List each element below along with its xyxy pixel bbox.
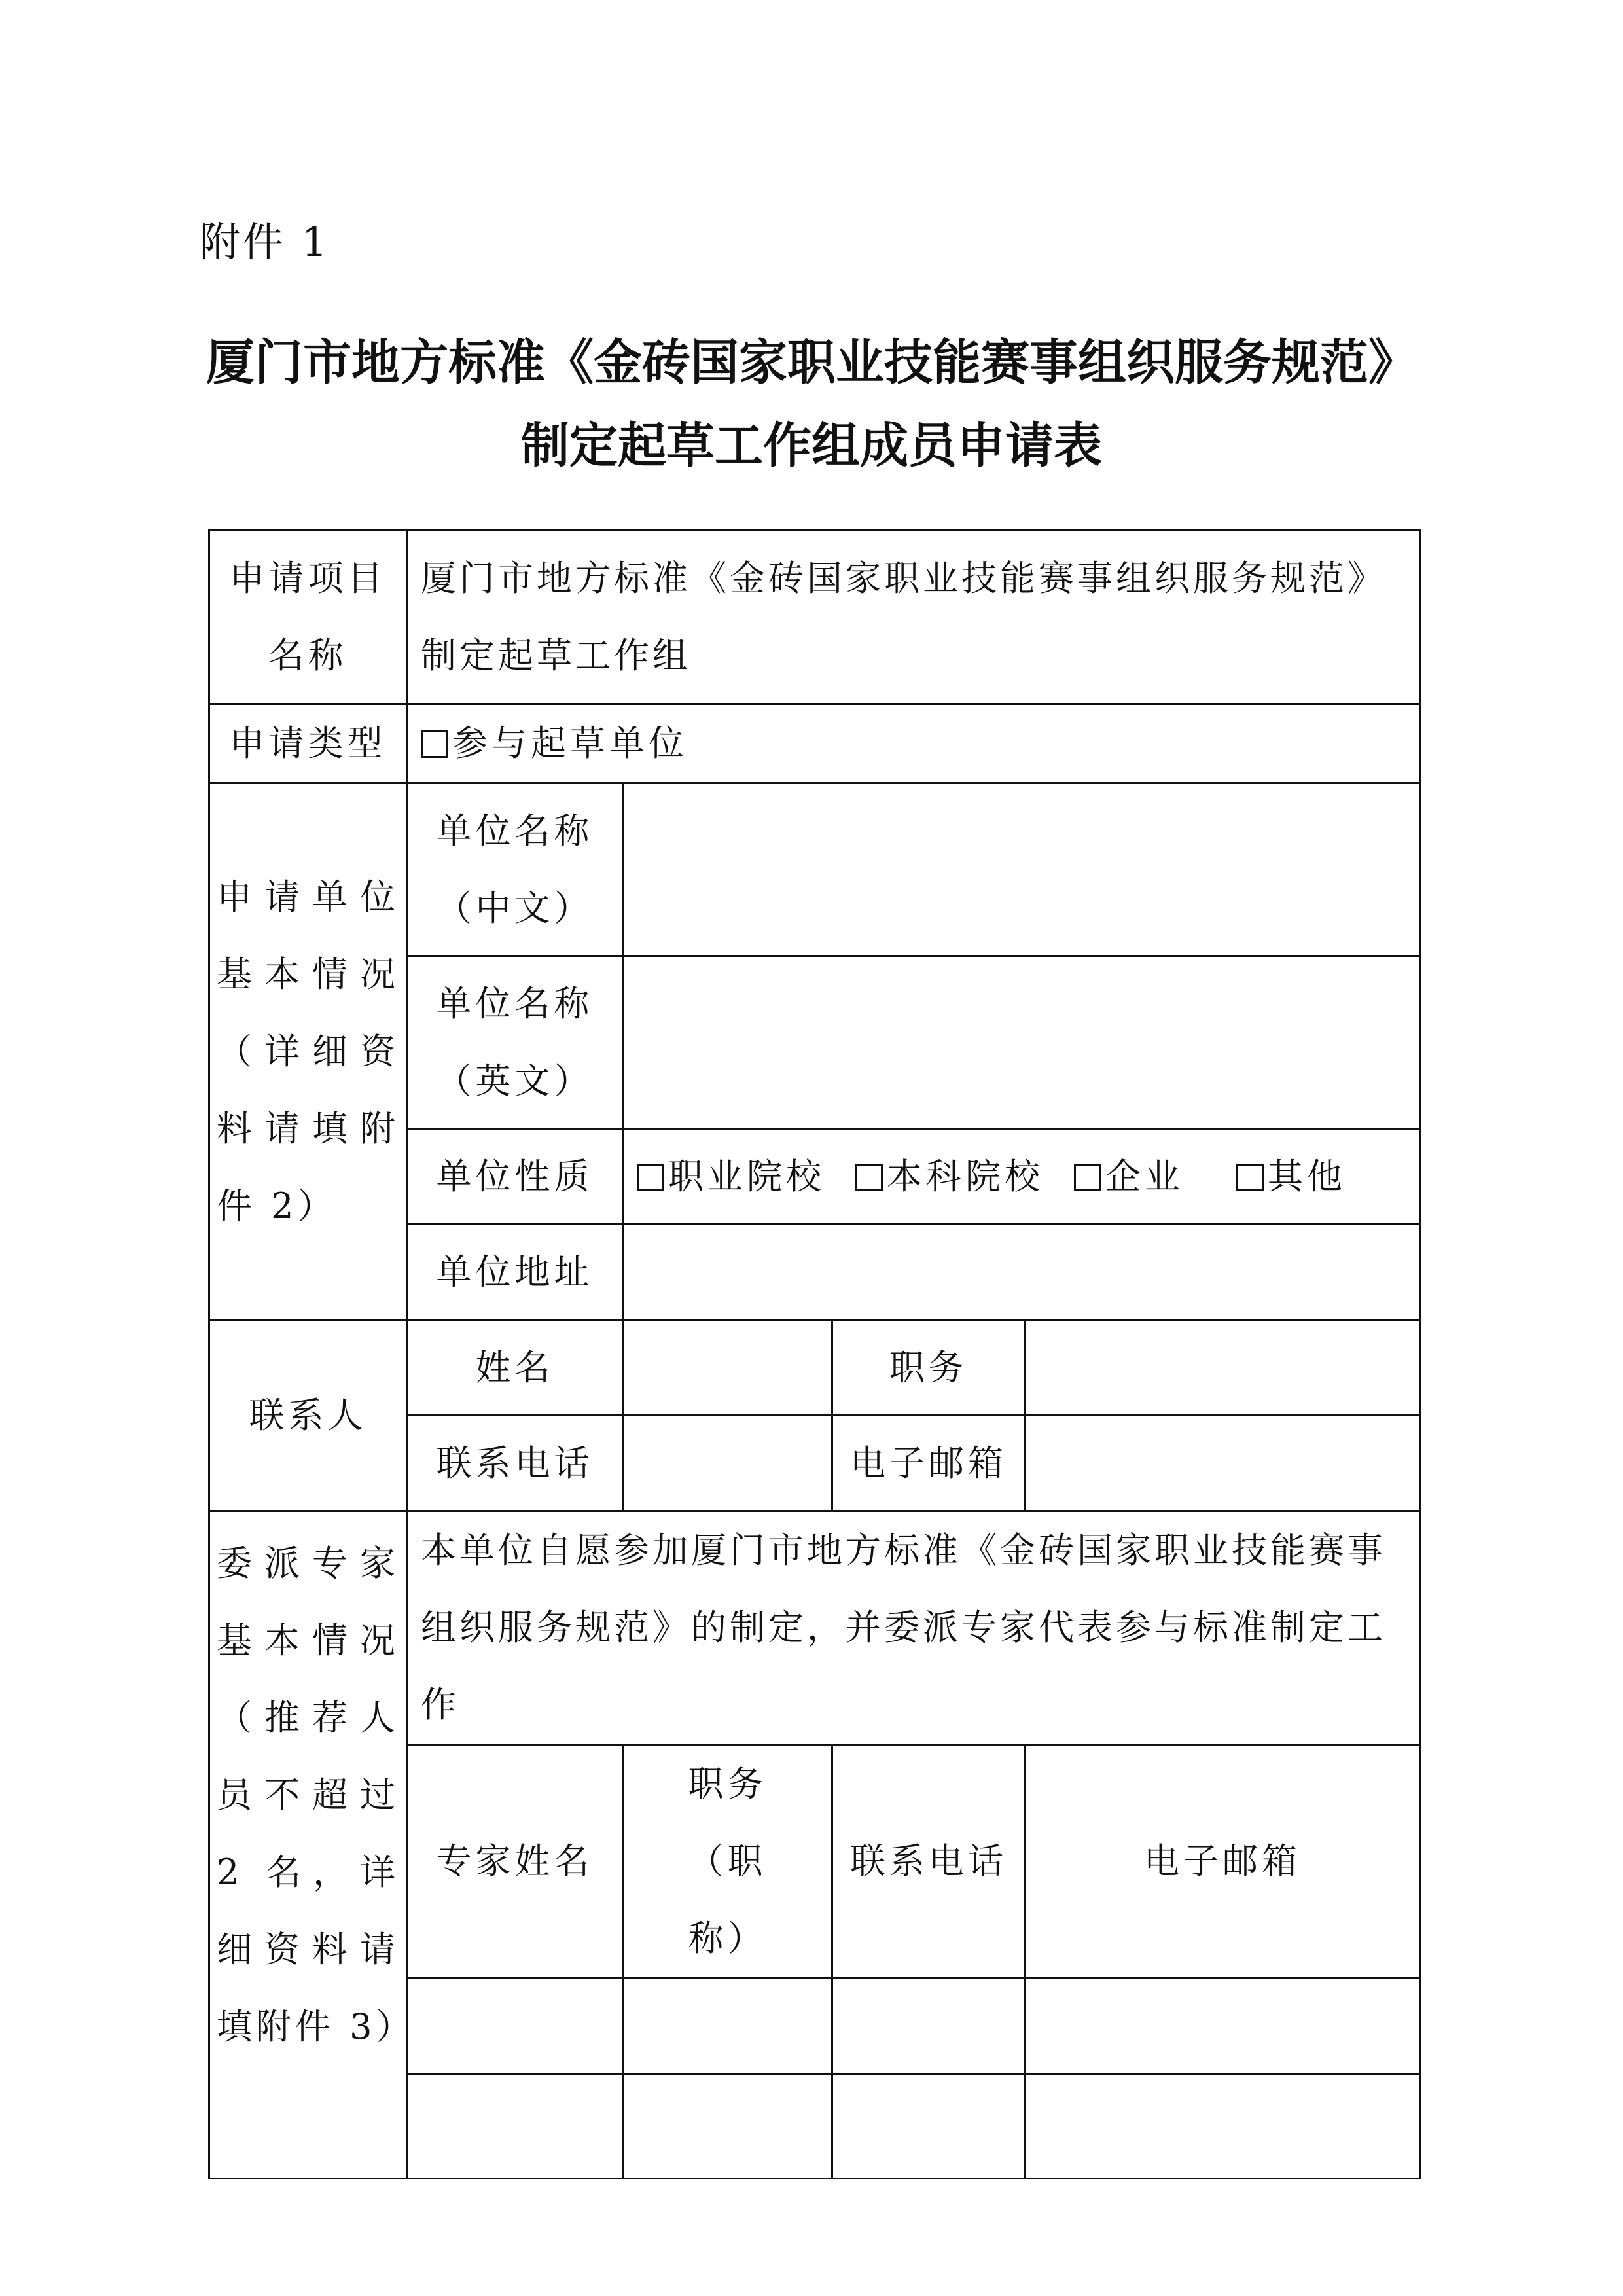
expert1-phone-input[interactable] bbox=[832, 1979, 1026, 2074]
expert-email-header: 电子邮箱 bbox=[1026, 1745, 1420, 1979]
unit-nature-options bbox=[623, 1129, 1420, 1225]
enterprise-label: 企业 bbox=[1105, 1155, 1184, 1197]
vocational-college-label: 职业院校 bbox=[668, 1155, 825, 1197]
unit-address-input[interactable] bbox=[623, 1225, 1420, 1320]
expert-info-label-cell bbox=[209, 1511, 416, 2179]
expert-position-header-cell bbox=[623, 1745, 832, 1979]
form-title-line1: 厦门市地方标准《金砖国家职业技能赛事组织服务规范》 bbox=[206, 334, 1417, 391]
expert-phone-header: 联系电话 bbox=[832, 1745, 1026, 1979]
project-name-value-cell bbox=[407, 530, 1420, 704]
expert-statement: 本单位自愿参加厦门市地方标准《金砖国家职业技能赛事组织服务规范》的制定，并委派专家代表参与标准制定工作 bbox=[421, 1530, 1386, 1725]
form-title-line2: 制定起草工作组成员申请表 bbox=[521, 418, 1102, 474]
expert-position-header: 职务（职称） bbox=[688, 1763, 767, 1959]
contact-position-label: 职务 bbox=[832, 1320, 1026, 1416]
drafting-unit-option-label: 参与起草单位 bbox=[452, 723, 688, 764]
other-checkbox[interactable] bbox=[1236, 1164, 1264, 1191]
expert2-name-input[interactable] bbox=[407, 2074, 623, 2179]
contact-name-input[interactable] bbox=[623, 1320, 832, 1416]
unit-name-cn-label-cell bbox=[407, 783, 623, 956]
unit-info-label-cell bbox=[209, 783, 407, 1320]
project-name-label-cell bbox=[209, 530, 407, 704]
drafting-unit-checkbox[interactable] bbox=[421, 730, 448, 758]
expert-info-label: 委派专家基本情况（推荐人员不超过 2 名，详细资料请填附件 3） bbox=[217, 1543, 416, 2047]
contact-name-label: 姓名 bbox=[407, 1320, 623, 1416]
contact-phone-input[interactable] bbox=[623, 1416, 832, 1511]
application-type-value-cell bbox=[407, 704, 1420, 783]
expert1-email-input[interactable] bbox=[1026, 1979, 1420, 2074]
contact-label: 联系人 bbox=[209, 1320, 407, 1511]
application-form-table bbox=[208, 529, 1421, 2179]
undergraduate-college-label: 本科院校 bbox=[887, 1155, 1044, 1197]
undergraduate-college-checkbox[interactable] bbox=[855, 1164, 883, 1191]
project-name-value: 厦门市地方标准《金砖国家职业技能赛事组织服务规范》制定起草工作组 bbox=[421, 557, 1386, 676]
unit-name-cn-label: 单位名称（中文） bbox=[436, 810, 594, 929]
application-type-label: 申请类型 bbox=[209, 704, 407, 783]
contact-phone-label: 联系电话 bbox=[407, 1416, 623, 1511]
unit-name-cn-input[interactable] bbox=[623, 783, 1420, 956]
contact-email-label: 电子邮箱 bbox=[832, 1416, 1026, 1511]
project-name-label: 申请项目名称 bbox=[229, 557, 387, 676]
expert1-name-input[interactable] bbox=[407, 1979, 623, 2074]
contact-position-input[interactable] bbox=[1026, 1320, 1420, 1416]
enterprise-checkbox[interactable] bbox=[1074, 1164, 1101, 1191]
unit-name-en-label-cell bbox=[407, 956, 623, 1129]
attachment-label: 附件 1 bbox=[200, 218, 330, 266]
contact-email-input[interactable] bbox=[1026, 1416, 1420, 1511]
expert2-position-input[interactable] bbox=[623, 2074, 832, 2179]
unit-name-en-label: 单位名称（英文） bbox=[436, 982, 594, 1102]
unit-nature-label: 单位性质 bbox=[407, 1129, 623, 1225]
expert1-position-input[interactable] bbox=[623, 1979, 832, 2074]
unit-address-label: 单位地址 bbox=[407, 1225, 623, 1320]
expert2-email-input[interactable] bbox=[1026, 2074, 1420, 2179]
expert2-phone-input[interactable] bbox=[832, 2074, 1026, 2179]
unit-name-en-input[interactable] bbox=[623, 956, 1420, 1129]
other-label: 其他 bbox=[1268, 1155, 1346, 1197]
expert-name-header: 专家姓名 bbox=[407, 1745, 623, 1979]
unit-info-label: 申请单位基本情况（详细资料请填附件 2） bbox=[217, 876, 399, 1227]
vocational-college-checkbox[interactable] bbox=[637, 1164, 664, 1191]
expert-statement-cell bbox=[407, 1511, 1420, 1745]
